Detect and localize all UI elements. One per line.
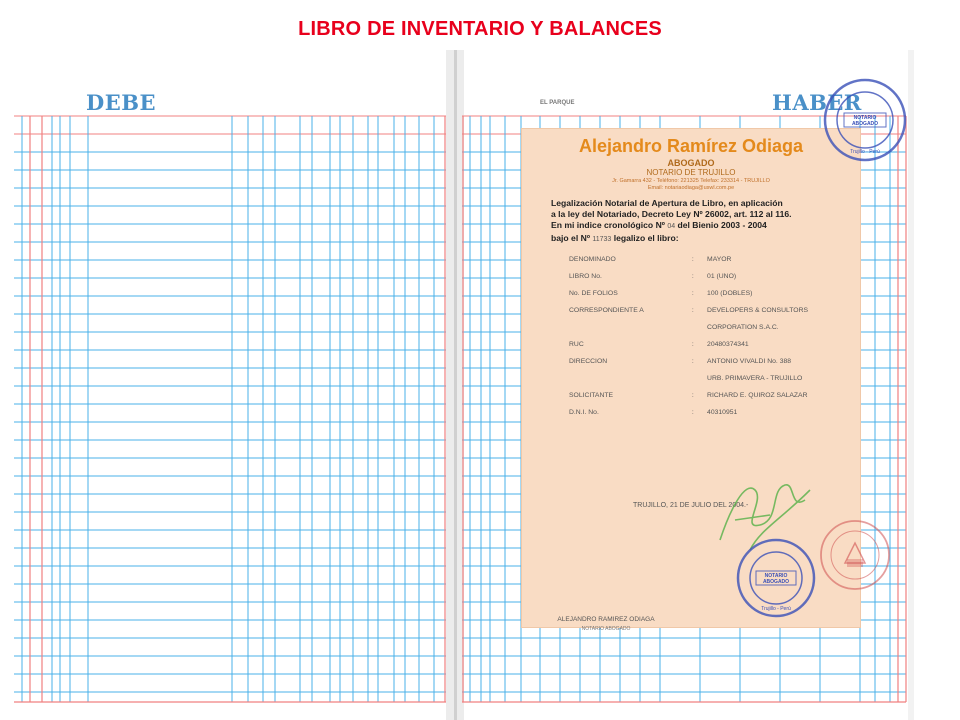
detail-separator bbox=[679, 375, 707, 392]
detail-value: MAYOR bbox=[707, 256, 732, 263]
seal-top-center-1: NOTARIO bbox=[853, 115, 877, 121]
detail-label: No. DE FOLIOS bbox=[569, 290, 618, 297]
detail-row bbox=[569, 341, 861, 358]
detail-label: RUC bbox=[569, 341, 584, 348]
detail-separator: : bbox=[691, 409, 694, 416]
seal-bottom-bottom: Trujillo - Perú bbox=[761, 606, 791, 612]
detail-label: DENOMINADO bbox=[569, 256, 616, 263]
detail-row bbox=[569, 290, 861, 307]
detail-separator bbox=[679, 324, 707, 341]
detail-value: ANTONIO VIVALDI No. 388 bbox=[707, 358, 792, 365]
detail-row bbox=[569, 273, 861, 290]
detail-value: 20480374341 bbox=[707, 341, 749, 348]
notary-subtitle: NOTARIO DE TRUJILLO bbox=[646, 168, 736, 177]
signature-name: ALEJANDRO RAMIREZ ODIAGA bbox=[557, 616, 655, 623]
signature-subtitle: NOTARIO ABOGADO bbox=[581, 626, 631, 632]
detail-label: D.N.I. No. bbox=[569, 409, 599, 416]
detail-value: RICHARD E. QUIROZ SALAZAR bbox=[707, 392, 808, 399]
detail-separator: : bbox=[691, 307, 694, 314]
detail-row bbox=[569, 307, 861, 324]
detail-separator: : bbox=[691, 256, 694, 263]
book-details-table bbox=[569, 256, 861, 426]
detail-label: CORRESPONDIENTE A bbox=[569, 307, 644, 314]
seal-bottom-center-1: NOTARIO bbox=[764, 573, 788, 579]
detail-separator: : bbox=[691, 341, 694, 348]
detail-row bbox=[569, 375, 861, 392]
legal-line-1: Legalización Notarial de Apertura de Libro, en aplicación bbox=[551, 198, 783, 208]
detail-label bbox=[569, 324, 679, 341]
detail-separator: : bbox=[691, 273, 694, 280]
register-number: 11733 bbox=[592, 235, 612, 243]
detail-value: 40310951 bbox=[707, 409, 738, 416]
detail-value: 100 (DOBLES) bbox=[707, 290, 753, 297]
legal-line-3 bbox=[551, 220, 851, 232]
legal-line-4-b: legalizo el libro: bbox=[613, 232, 679, 243]
page-title: LIBRO DE INVENTARIO Y BALANCES bbox=[298, 18, 662, 40]
notary-title: ABOGADO bbox=[667, 158, 715, 168]
detail-label: LIBRO No. bbox=[569, 273, 602, 280]
detail-value: DEVELOPERS & CONSULTORS bbox=[707, 307, 809, 314]
detail-label bbox=[569, 375, 679, 392]
notary-name: Alejandro Ramírez Odiaga bbox=[578, 136, 804, 156]
red-seal bbox=[815, 515, 895, 595]
legal-line-4 bbox=[551, 233, 851, 245]
legalization-text bbox=[551, 198, 851, 245]
detail-value: URB. PRIMAVERA - TRUJILLO bbox=[707, 375, 803, 382]
notary-address: Jr. Gamarra 432 - Teléfono: 221325 Telefax: 233314 - TRUJILLO bbox=[612, 178, 770, 184]
legal-line-3-a: En mi indice cronológico Nº bbox=[551, 220, 665, 231]
notary-seal-top bbox=[820, 75, 910, 165]
ledger-book bbox=[0, 50, 960, 720]
index-number: 04 bbox=[667, 223, 676, 231]
legalization-date: TRUJILLO, 21 DE JULIO DEL 2004.- bbox=[633, 502, 749, 509]
detail-separator: : bbox=[691, 358, 694, 365]
seal-bottom-center-2: ABOGADO bbox=[762, 579, 790, 585]
notary-seal-bottom bbox=[733, 535, 819, 621]
detail-separator: : bbox=[691, 392, 694, 399]
book-spine-fold bbox=[454, 50, 457, 720]
debe-header: DEBE bbox=[86, 90, 156, 115]
legal-line-2: a la ley del Notariado, Decreto Ley Nº 26002, art. 112 al 116. bbox=[551, 209, 792, 220]
detail-value: CORPORATION S.A.C. bbox=[707, 324, 779, 331]
seal-top-bottom: Trujillo - Perú bbox=[850, 149, 880, 155]
detail-row bbox=[569, 256, 861, 273]
legal-line-3-b: del Bienio 2003 - 2004 bbox=[677, 220, 767, 231]
detail-value: 01 (UNO) bbox=[707, 273, 737, 280]
detail-row bbox=[569, 324, 861, 341]
detail-label: DIRECCION bbox=[569, 358, 608, 365]
detail-label: SOLICITANTE bbox=[569, 392, 614, 399]
detail-row bbox=[569, 392, 861, 409]
haber-header: HABER bbox=[772, 90, 862, 115]
detail-row bbox=[569, 358, 861, 375]
seal-top-center-2: ABOGADO bbox=[851, 121, 879, 127]
detail-row bbox=[569, 409, 861, 426]
paper-brand: EL PARQUE bbox=[540, 100, 575, 106]
detail-separator: : bbox=[691, 290, 694, 297]
legal-line-4-a: bajo el Nº bbox=[551, 232, 590, 243]
notary-email: Email: notariaodiaga@uswl.com.pe bbox=[647, 185, 735, 191]
